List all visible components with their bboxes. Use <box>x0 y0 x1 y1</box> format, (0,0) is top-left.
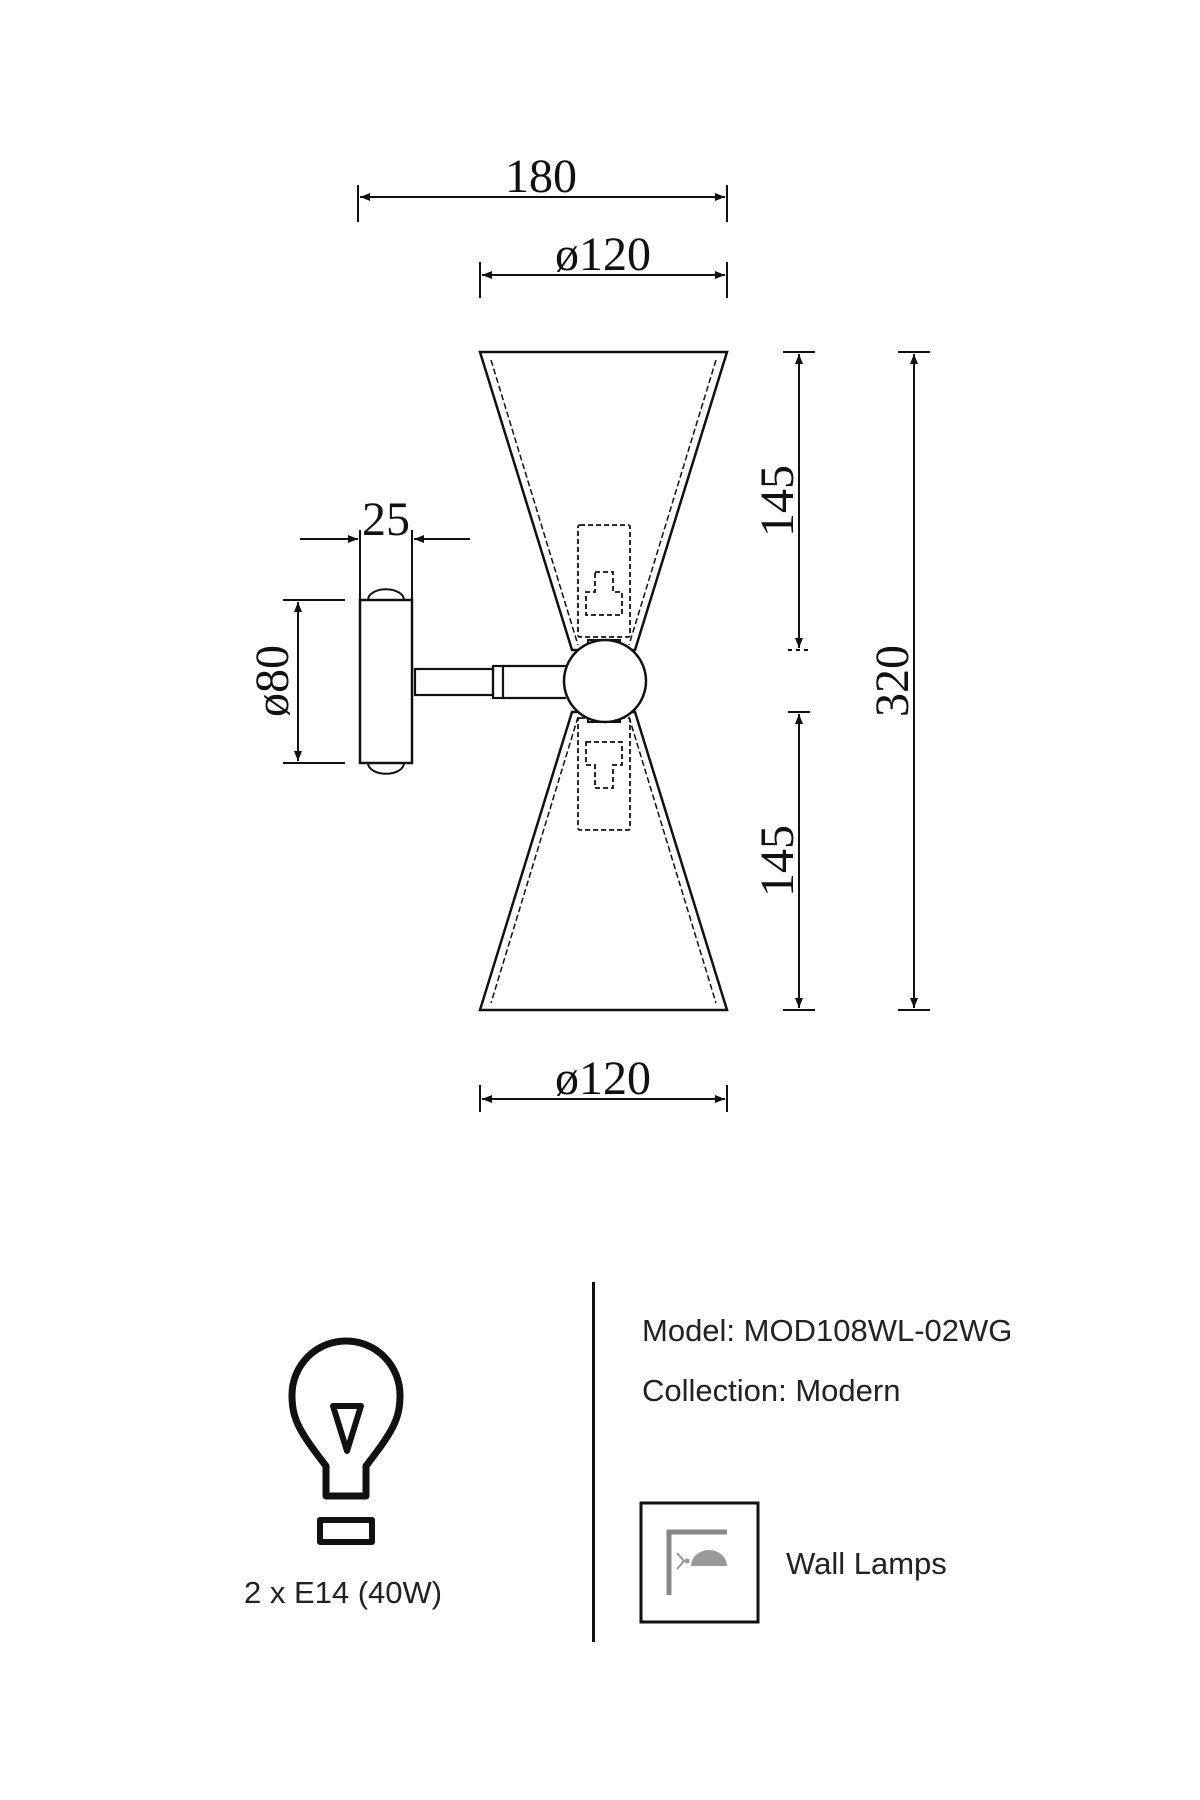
central-hub <box>564 640 646 722</box>
model-number: Model: MOD108WL-02WG <box>642 1313 1013 1348</box>
dimension-label-overall-width: 180 <box>505 150 577 203</box>
dimension-label-lower-shade-height: 145 <box>751 825 804 897</box>
collection-name: Collection: Modern <box>642 1373 901 1408</box>
wall-backplate <box>360 589 412 774</box>
wall-lamp-icon <box>641 1503 758 1622</box>
section-divider <box>592 1282 595 1642</box>
lower-shade <box>480 712 727 1010</box>
dimension-label-overall-height: 320 <box>866 645 919 717</box>
dimension-label-upper-shade-height: 145 <box>751 465 804 537</box>
upper-shade <box>480 352 727 650</box>
light-bulb-icon <box>292 1341 400 1542</box>
dimension-label-backplate-depth: 25 <box>362 493 410 546</box>
lower-bulb-socket <box>578 718 630 830</box>
dimension-label-backplate-diameter: ø80 <box>246 645 299 717</box>
dimension-label-shade-diameter-top: ø120 <box>555 228 651 281</box>
dimension-label-shade-diameter-bottom: ø120 <box>555 1052 651 1105</box>
upper-bulb-socket <box>578 525 630 637</box>
lamp-drawing <box>360 352 727 1010</box>
bulb-spec: 2 x E14 (40W) <box>244 1575 443 1610</box>
category-label: Wall Lamps <box>786 1546 947 1581</box>
arm <box>415 666 566 698</box>
